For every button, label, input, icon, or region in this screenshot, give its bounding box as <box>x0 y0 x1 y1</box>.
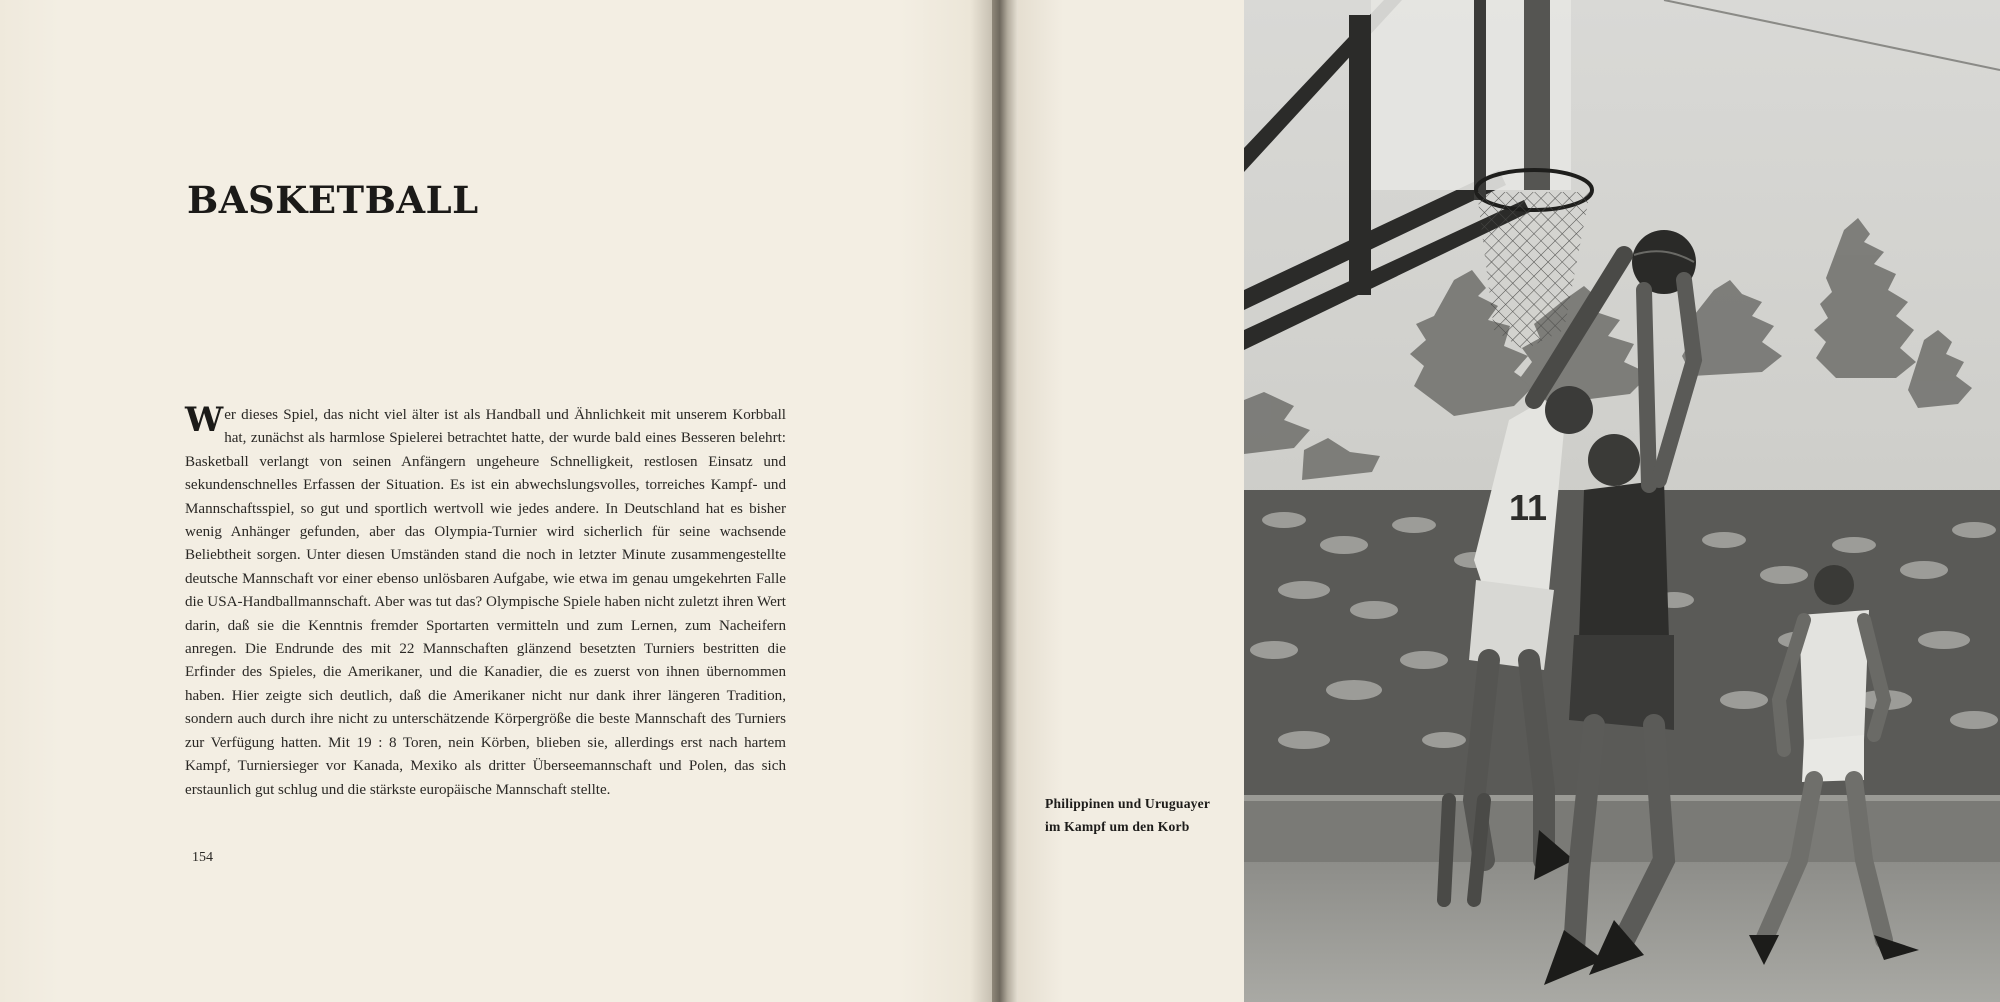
caption-line-2: im Kampf um den Korb <box>1045 819 1190 834</box>
body-paragraph <box>185 400 786 802</box>
photo-caption <box>1045 792 1231 838</box>
svg-text:11: 11 <box>1509 487 1548 528</box>
basketball-photo <box>1244 0 2000 1002</box>
body-text: er dieses Spiel, das nicht viel älter ist als Handball und Ähnlichkeit mit unserem Korbball hat, zunächst als harmlose Spielerei betrachtet hatte, der wurde bald eines Besseren belehrt: Basketball verlangt von seinen Anfängern ungeheure Schnelligkeit, restlosen Einsatz und sekundenschnelles Erfassen der Situation. Es ist ein abwechslungsvolles, torreiches Kampf- und Mannschaftsspiel, so gut und sportlich wertvoll wie jedes andere. In Deutschland hat es bisher wenig Anhänger gefunden, aber das Olympia-Turnier wird sicherlich für seine wachsende Beliebtheit sorgen. Unter diesen Umständen stand die noch in letzter Minute zusammengestellte deutsche Mannschaft vor einer ebenso unlösbaren Aufgabe, wie etwa im genau umgekehrten Falle die USA-Handballmannschaft. Aber was tut das? Olympische Spiele haben nicht zuletzt ihren Wert darin, daß sie die Kenntnis fremder Sportarten vermitteln und zum Lernen, zum Nacheifern anregen. Die Endrunde des mit 22 Mannschaften glänzend besetzten Turniers bestritten die Erfinder des Spieles, die Amerikaner, und die Kanadier, die es zuerst von ihnen übernommen haben. Hier zeigte sich deutlich, daß die Amerikaner nicht nur dank ihrer längeren Tradition, sondern auch durch ihre nicht zu unterschätzende Körpergröße die beste Mannschaft des Turniers zur Verfügung hatten. Mit 19 : 8 Toren, nein Körben, blieben sie, allerdings erst nach hartem Kampf, Turniersieger vor Kanada, Mexiko als dritter Überseemannschaft und Polen, das sich erstaunlich gut schlug und die stärkste europäische Mannschaft stellte. <box>185 407 786 798</box>
drop-cap: W <box>185 400 224 440</box>
page-number: 154 <box>192 850 213 865</box>
page-title: BASKETBALL <box>187 178 479 222</box>
book-gutter <box>992 0 1018 1002</box>
caption-line-1: Philippinen und Uruguayer <box>1045 796 1211 811</box>
